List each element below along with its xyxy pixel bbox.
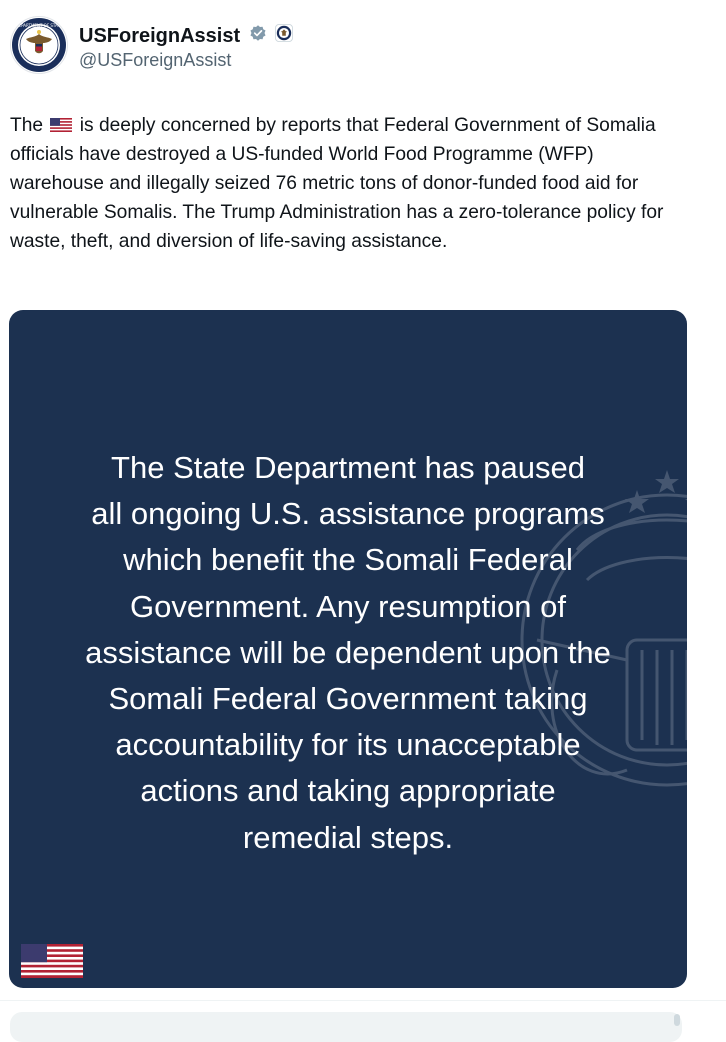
statement-line: actions and taking appropriate bbox=[140, 773, 556, 809]
scrollbar[interactable] bbox=[674, 1014, 680, 1026]
tweet-text-rest: is deeply concerned by reports that Federal Government of Somalia officials have destroyed a US-funded World Food Programme (WFP) warehouse and illegally seized 76 metric tons of donor-funded food aid for vulnerable Somalis. The Trump Administration has a zero-tolerance policy for waste, theft, and diversion of life-saving assistance. bbox=[10, 115, 664, 252]
tweet-header bbox=[10, 16, 710, 78]
statement-line: assistance will be dependent upon the bbox=[85, 634, 611, 670]
statement-line: Government. Any resumption of bbox=[130, 588, 566, 624]
verified-badge-icon bbox=[249, 24, 267, 42]
state-department-seal-icon bbox=[11, 17, 67, 73]
tweet-media-image[interactable] bbox=[9, 310, 687, 988]
avatar[interactable] bbox=[10, 16, 68, 74]
us-flag-icon bbox=[21, 944, 83, 978]
tweet-text-start: The bbox=[10, 115, 44, 136]
reply-area[interactable] bbox=[10, 1012, 682, 1042]
display-name[interactable]: USForeignAssist bbox=[79, 24, 241, 47]
statement-line: which benefit the Somali Federal bbox=[123, 542, 573, 578]
tweet-text bbox=[10, 111, 690, 256]
account-handle[interactable]: @USForeignAssist bbox=[79, 50, 232, 70]
statement-line: remedial steps. bbox=[242, 819, 454, 855]
statement-line: accountability for its unacceptable bbox=[115, 727, 581, 763]
media-statement bbox=[9, 445, 687, 861]
us-flag-emoji-icon bbox=[50, 118, 72, 132]
divider bbox=[0, 1000, 726, 1001]
svg-text:DEPARTMENT OF STATE: DEPARTMENT OF STATE bbox=[15, 23, 63, 28]
statement-line: Somali Federal Government taking bbox=[108, 681, 588, 717]
statement-line: The State Department has paused bbox=[111, 450, 585, 485]
statement-line: all ongoing U.S. assistance programs bbox=[91, 496, 605, 532]
affiliation-seal-icon[interactable] bbox=[275, 24, 293, 42]
